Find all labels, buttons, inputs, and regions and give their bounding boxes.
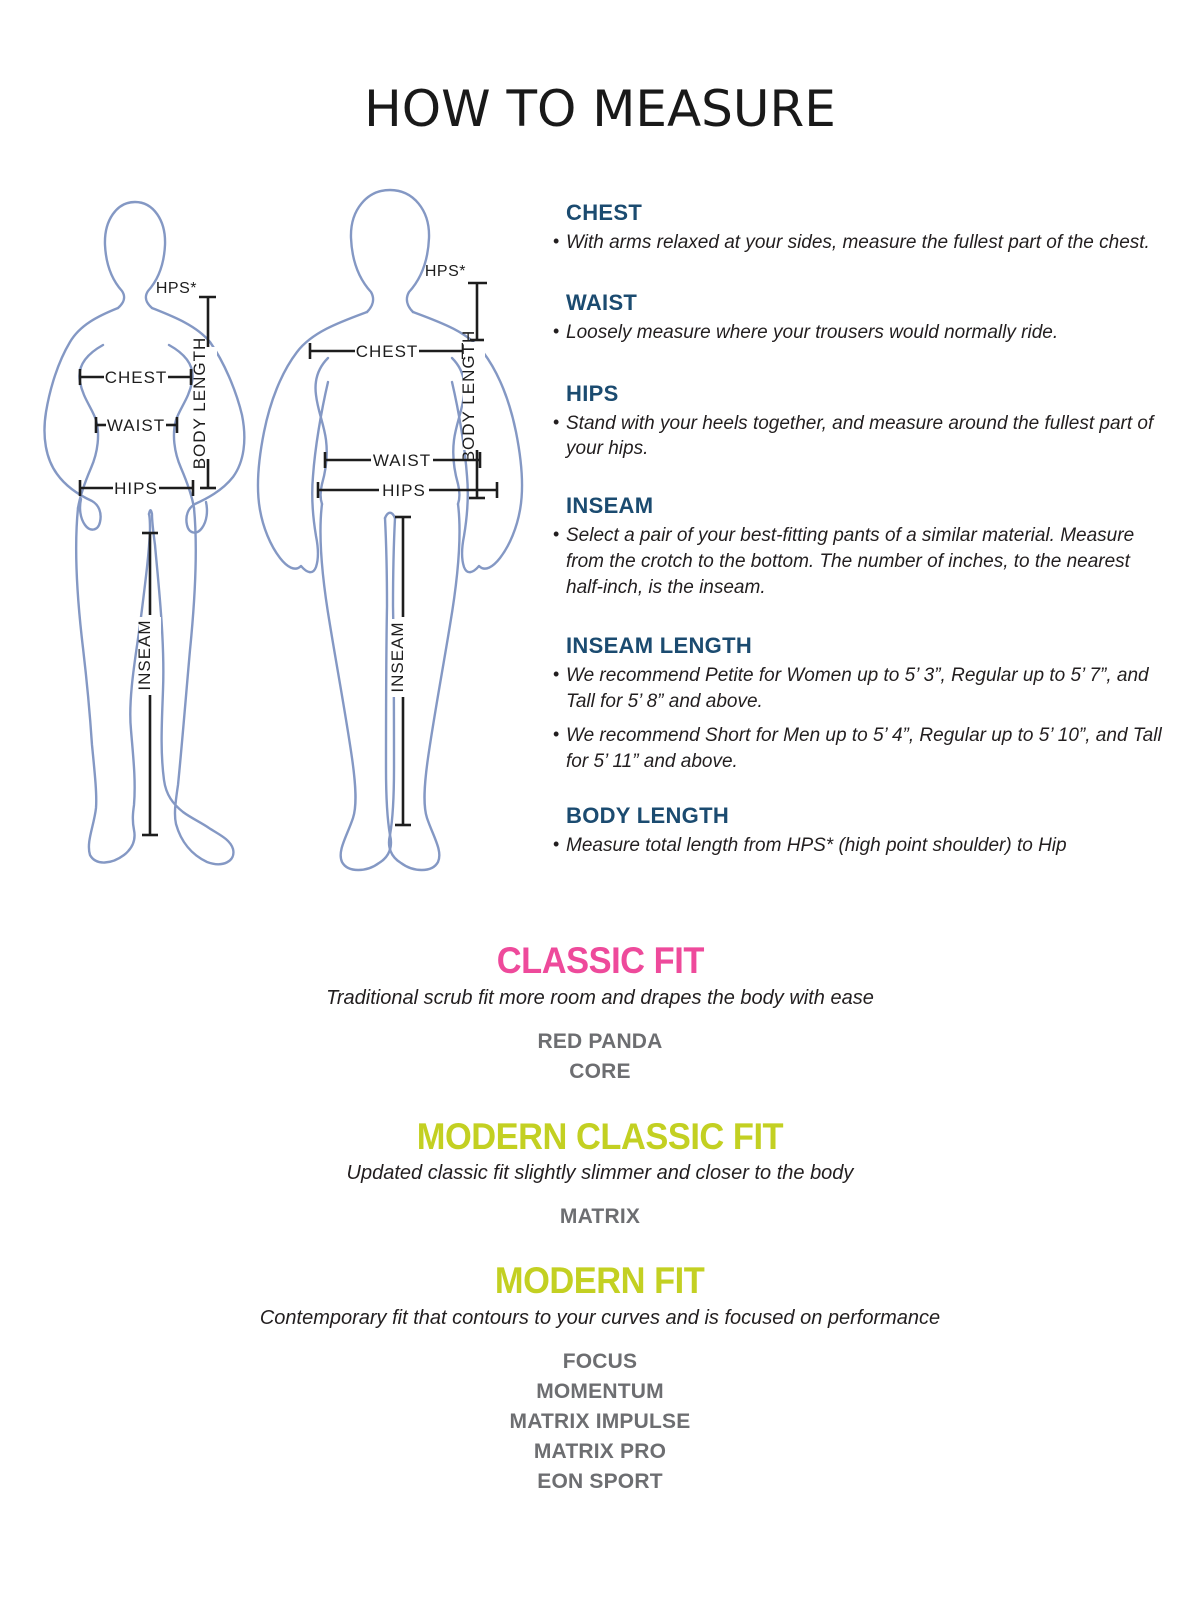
female-crotch-outline [149,510,152,514]
fit-line: MOMENTUM [536,1380,664,1404]
fit-lines [0,1202,1200,1232]
section-heading: CHEST [566,200,643,225]
fit-name: MODERN CLASSIC FIT [416,1115,784,1157]
fit-line: CORE [569,1059,631,1083]
section-heading: BODY LENGTH [566,803,730,829]
fit-line: MATRIX [559,1205,641,1229]
female-hps-label: HPS* [155,280,197,297]
fit-line: RED PANDA [537,1029,663,1053]
section-inseam [551,493,1171,600]
section-bullet: • Stand with your heels together, and measure around the fullest part of your hips. [551,411,1171,463]
section-heading: INSEAM LENGTH [566,632,753,658]
section-chest [551,200,1171,256]
fit-description: Contemporary fit that contours to your curves and is focused on performance [259,1307,941,1330]
female-right-leg-outline [152,508,233,864]
male-inseam-label: INSEAM [388,621,407,693]
section-bullet: • Measure total length from HPS* (high point shoulder) to Hip [551,833,1171,859]
section-heading: WAIST [566,289,638,315]
male-annotations [310,263,497,825]
female-waist-label: WAIST [106,416,166,435]
section-body-length [551,803,1171,859]
section-hips [551,381,1171,463]
fit-guide [0,941,1200,1527]
male-head-outline [351,190,429,312]
fit-name: CLASSIC FIT [496,940,704,981]
fit-line: EON SPORT [537,1470,663,1494]
female-torso-left-outline [78,345,103,508]
section-heading: INSEAM [566,493,654,519]
fit-description: Updated classic fit slightly slimmer and closer to the body [346,1162,854,1185]
section-bullet: • With arms relaxed at your sides, measure the fullest part of the chest. [551,230,1171,256]
fit-name: MODERN FIT [495,1260,705,1302]
fit-description: Traditional scrub fit more room and drapes the body with ease [326,986,874,1009]
fit-lines [0,1347,1200,1497]
female-chest-label: CHEST [104,368,168,387]
section-bullet: • Select a pair of your best-fitting pants of a similar material. Measure from the crotch to the bottom. The number of inches, to the nearest half-inch, is the inseam. [551,523,1171,600]
fit-line: FOCUS [562,1350,638,1374]
fit-lines [0,1027,1200,1087]
male-bodylength-label: BODY LENGTH [459,329,478,463]
fit-modern [0,1261,1200,1497]
section-heading: HIPS [566,380,619,406]
male-waist-label: WAIST [372,451,432,470]
male-left-leg-outline [320,504,391,870]
male-chest-label: CHEST [355,342,419,361]
section-bullet: • We recommend Short for Men up to 5’ 4”, Regular up to 5’ 10”, and Tall for 5’ 11” and above. [551,723,1171,775]
male-hps-label: HPS* [424,263,466,280]
fit-classic [0,941,1200,1087]
measurement-instructions [551,200,1171,859]
female-bodylength-label: BODY LENGTH [190,336,209,470]
male-hips-label: HIPS [382,481,426,500]
section-waist [551,290,1171,346]
female-hips-label: HIPS [114,479,158,498]
section-bullet: • Loosely measure where your trousers would normally ride. [551,320,1171,346]
page-title: HOW TO MEASURE [364,79,836,138]
female-inseam-label: INSEAM [135,619,154,691]
fit-modern-classic [0,1117,1200,1233]
fit-line: MATRIX IMPULSE [509,1410,691,1434]
measurement-figures [0,0,560,910]
male-figure [258,190,522,870]
fit-line: MATRIX PRO [533,1440,667,1464]
section-bullet: • We recommend Petite for Women up to 5’ 3”, Regular up to 5’ 7”, and Tall for 5’ 8” and above. [551,663,1171,715]
male-crotch-outline [385,513,395,518]
section-inseam-length [551,633,1171,775]
